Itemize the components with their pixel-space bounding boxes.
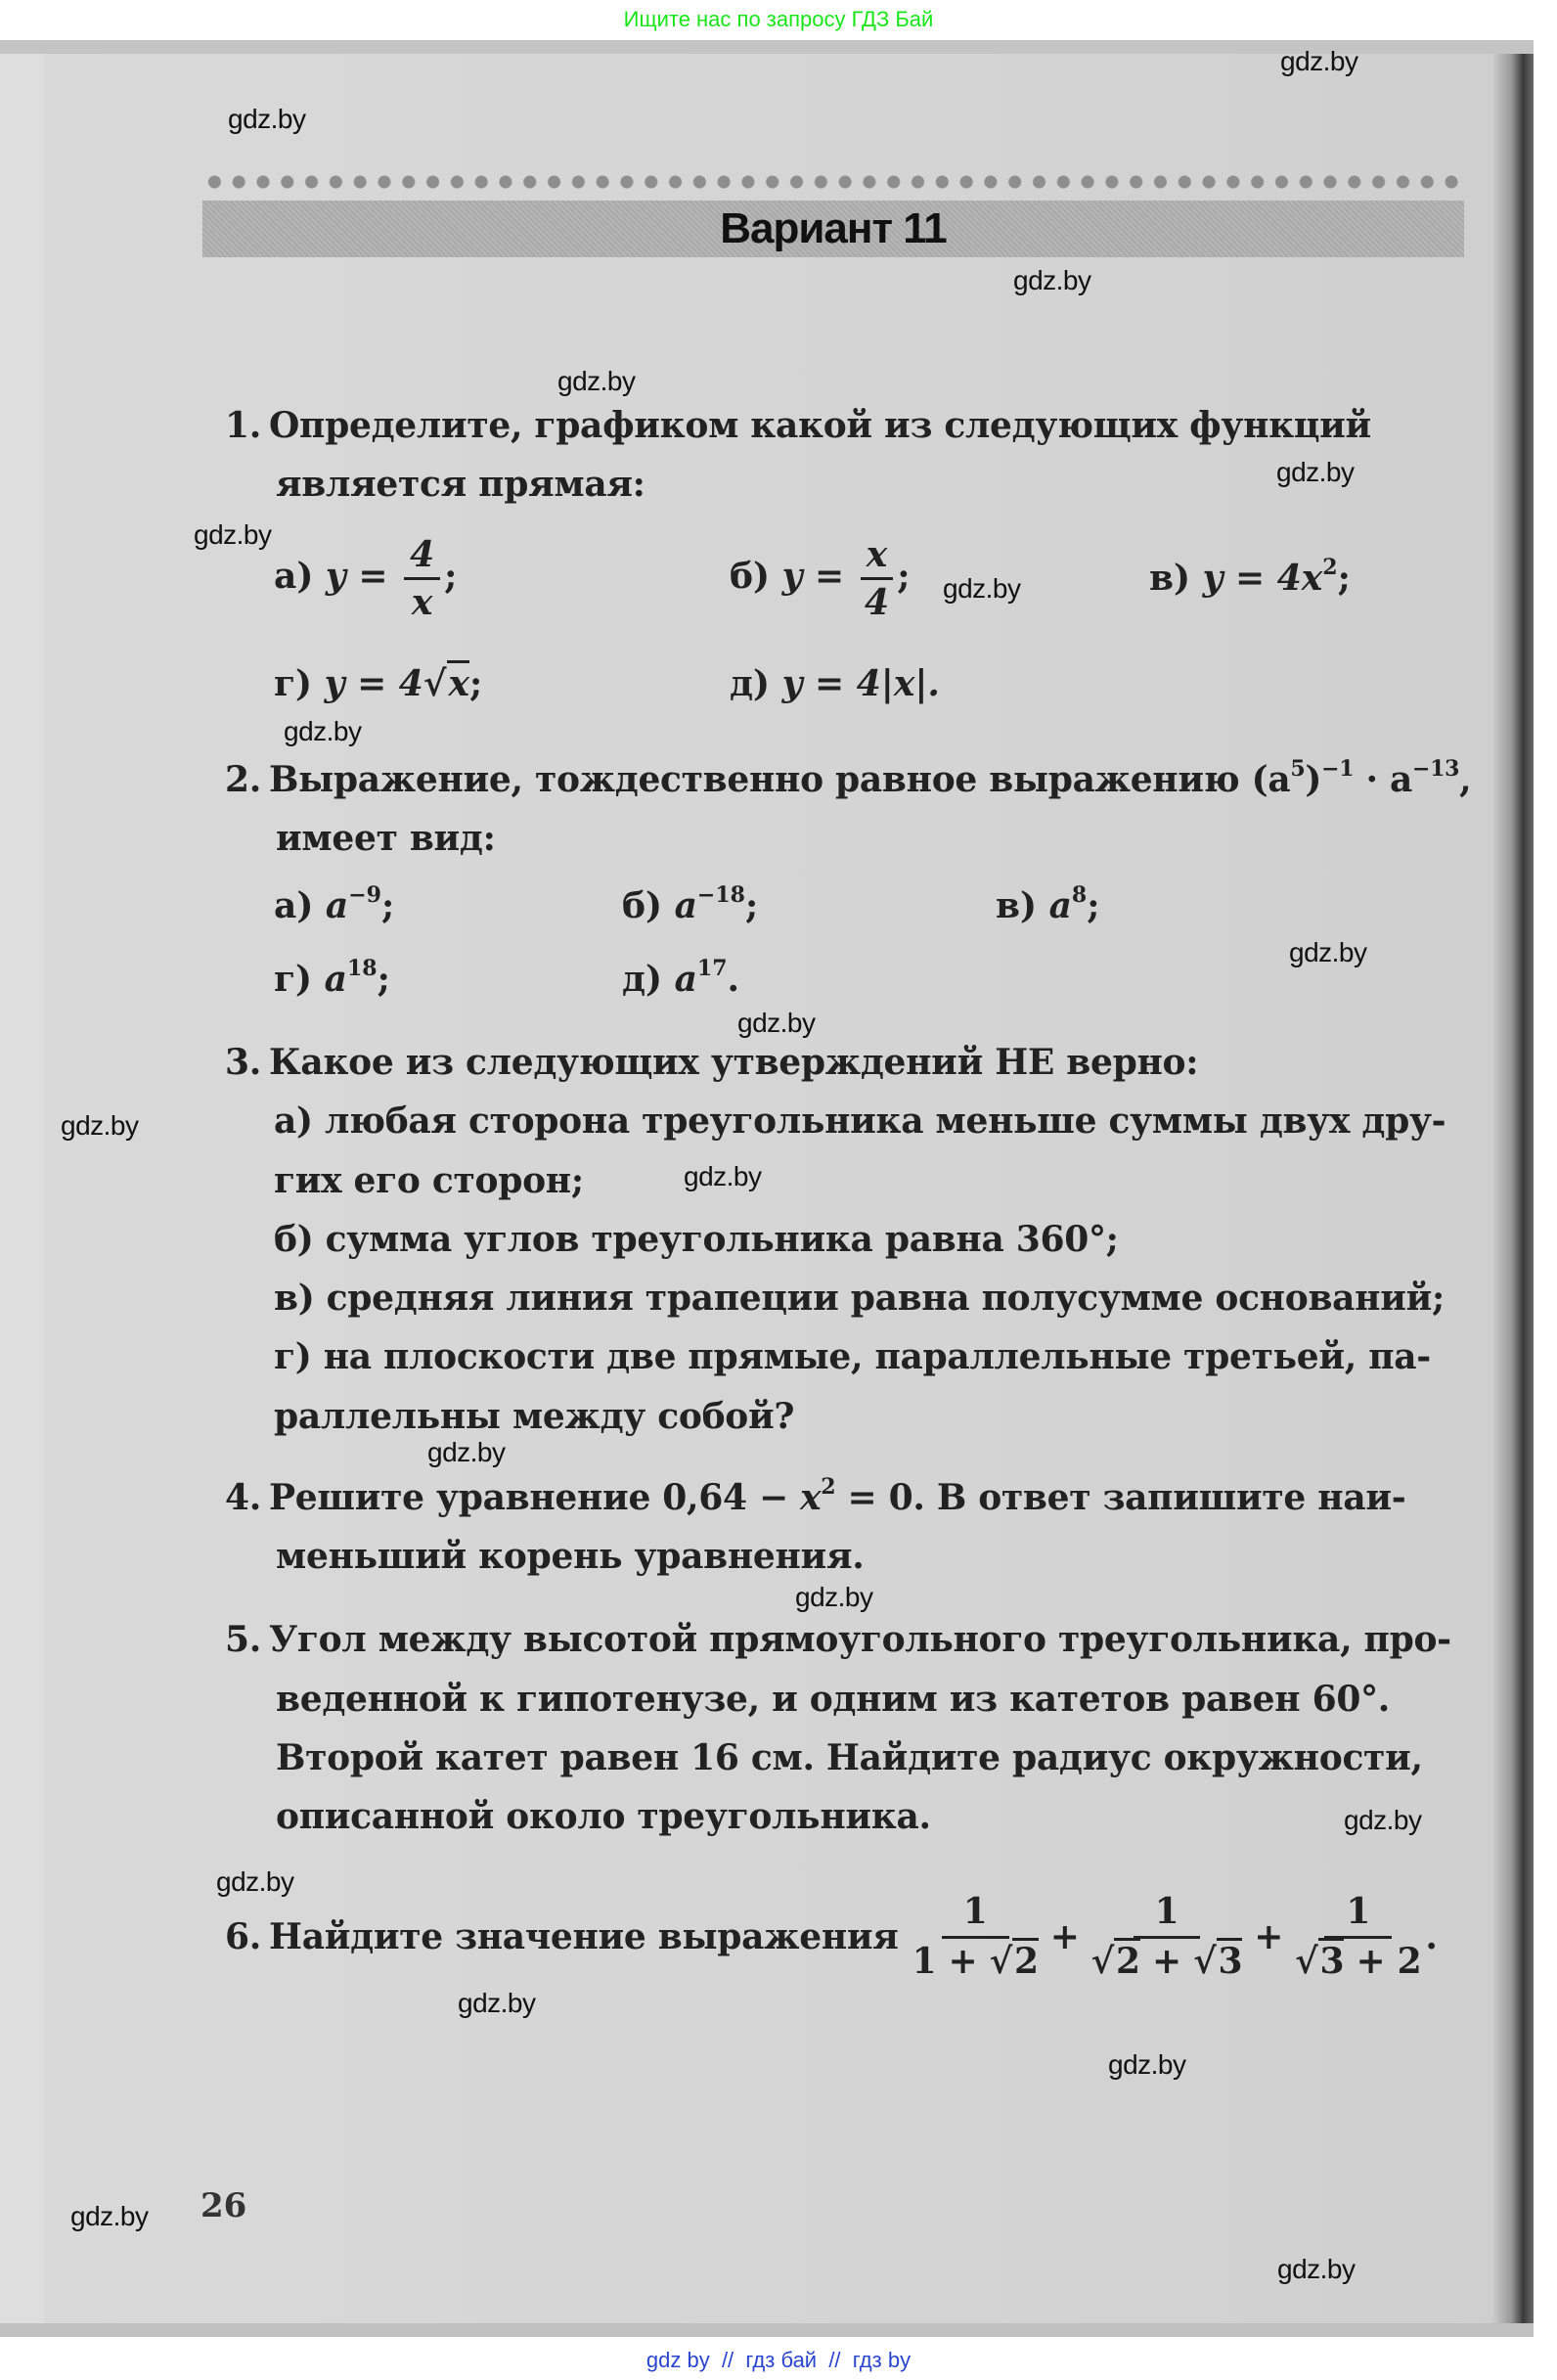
q1-option-b (730, 536, 911, 622)
watermark: gdz.by (1108, 2049, 1186, 2080)
exponent: 8 (1071, 882, 1088, 908)
question-5-line-1 (225, 1619, 1451, 1660)
watermark: gdz.by (737, 1008, 816, 1038)
q1-option-d (274, 663, 482, 704)
question-number: 4. (225, 1477, 261, 1518)
watermark: gdz.by (61, 1110, 139, 1141)
exponent: 2 (1322, 555, 1338, 580)
option-label: а) (274, 885, 314, 926)
radical-icon: √ (1090, 1940, 1115, 1982)
punct: ; (744, 885, 759, 926)
punct: ; (1337, 558, 1351, 599)
option-label: д) (622, 959, 663, 1000)
base: a (1048, 885, 1072, 926)
option-label: д) (730, 663, 771, 704)
exponent: −1 (1321, 756, 1355, 782)
var-y: y (781, 556, 803, 598)
radical-icon: √ (1193, 1940, 1217, 1982)
numerator: 1 (1324, 1893, 1392, 1939)
equals: = (802, 556, 857, 598)
equals: = (345, 556, 401, 598)
var-y: y (325, 556, 346, 598)
exponent: 17 (696, 956, 728, 981)
base: a (674, 885, 697, 926)
denominator (1295, 1939, 1421, 1982)
q2-option-c (996, 882, 1100, 926)
question-text: имеет вид: (276, 818, 496, 859)
watermark: gdz.by (228, 104, 306, 134)
question-number: 5. (225, 1619, 261, 1660)
question-2-line-2 (276, 818, 496, 859)
option-label: б) (730, 556, 771, 598)
numerator: 1 (942, 1893, 1009, 1939)
top-banner-text[interactable]: Ищите нас по запросу ГДЗ Бай (623, 7, 934, 31)
radical-icon: √ (989, 1940, 1013, 1982)
exponent: −13 (1412, 756, 1460, 782)
watermark: gdz.by (427, 1437, 506, 1467)
question-5-line-2: веденной к гипотенузе, и одним из катетов равен 60°. (276, 1679, 1391, 1720)
question-number: 2. (225, 759, 261, 800)
q3-option-line: г) на плоскости две прямые, параллельные третьей, па- (274, 1336, 1431, 1377)
exponent: −9 (348, 882, 381, 908)
punct: ; (380, 885, 395, 926)
fraction (404, 536, 440, 622)
expression: y = 4|x|. (781, 663, 940, 704)
option-label: в) (1149, 558, 1191, 599)
base: a (324, 959, 347, 1000)
fraction (861, 536, 893, 622)
radicand: 2 (1114, 1938, 1140, 1982)
radicand: 2 (1012, 1938, 1039, 1982)
denominator: x (411, 581, 433, 623)
footer[interactable] (0, 2340, 1557, 2380)
watermark: gdz.by (284, 716, 362, 746)
q3-option-line: б) сумма углов треугольника равна 360°; (274, 1219, 1119, 1260)
question-3-line-1 (225, 1042, 1198, 1083)
watermark: gdz.by (557, 366, 636, 396)
punct: , (1459, 759, 1472, 800)
base: a (325, 885, 349, 926)
page-title: Вариант 11 (720, 204, 947, 252)
product: · a (1354, 759, 1412, 800)
numerator: 4 (404, 536, 440, 580)
question-number: 6. (225, 1916, 261, 1958)
denominator (912, 1939, 1039, 1982)
page-number: 26 (200, 2186, 247, 2225)
punct: ; (468, 663, 483, 704)
fraction-2 (1091, 1893, 1243, 1981)
radical-icon: √ (1295, 1940, 1318, 1982)
question-text: = 0. В ответ запишите наи- (835, 1477, 1406, 1518)
question-text: Выражение, тождественно равное выражению (a (268, 759, 1291, 800)
punct: ; (444, 556, 458, 598)
q2-option-a (274, 882, 395, 926)
question-text: Определите, графиком какой из следующих функций (268, 405, 1371, 446)
q2-option-d (274, 956, 390, 1000)
numerator: 1 (1134, 1893, 1201, 1939)
option-label: г) (274, 663, 313, 704)
watermark: gdz.by (795, 1582, 873, 1612)
fraction-1 (912, 1893, 1039, 1981)
footer-links[interactable]: gdz by // гдз бай // гдз by (645, 2347, 912, 2372)
watermark: gdz.by (1276, 457, 1355, 487)
q2-option-e (622, 956, 740, 1000)
exponent: −18 (696, 882, 745, 908)
watermark: gdz.by (684, 1161, 762, 1191)
denominator (1091, 1939, 1243, 1982)
punct: ; (377, 959, 390, 1000)
radicand: x (447, 660, 469, 704)
question-text: Решите уравнение 0,64 − (268, 1477, 801, 1518)
watermark: gdz.by (1013, 265, 1091, 295)
question-text: является прямая: (276, 464, 645, 505)
q3-option-line: раллельны между собой? (274, 1396, 795, 1437)
base: a (674, 959, 697, 1000)
option-label: г) (274, 959, 313, 1000)
radicand: 3 (1318, 1938, 1345, 1982)
radicand: 3 (1217, 1938, 1243, 1982)
question-1-line-1 (225, 405, 1371, 446)
watermark: gdz.by (70, 2201, 149, 2231)
question-2-line-1 (225, 756, 1472, 800)
exponent: 5 (1290, 756, 1306, 782)
expression: y = 4 (324, 663, 423, 704)
question-text: Найдите значение выражения (268, 1916, 899, 1958)
den-part: + 2 (1344, 1940, 1422, 1982)
watermark: gdz.by (216, 1866, 294, 1897)
q1-option-c (1149, 555, 1351, 599)
q1-option-a (274, 536, 457, 622)
expression: y = 4x (1202, 558, 1323, 599)
radical-icon: √ (423, 663, 447, 704)
plus-sign: + (1049, 1916, 1080, 1958)
den-part: 1 + (912, 1940, 990, 1982)
exponent: 18 (346, 956, 378, 981)
watermark: gdz.by (1344, 1805, 1422, 1835)
denominator: 4 (864, 581, 890, 623)
punct: ; (1087, 885, 1100, 926)
watermark: gdz.by (194, 519, 272, 550)
watermark: gdz.by (1289, 937, 1367, 967)
den-part: + (1139, 1940, 1194, 1982)
plus-sign: + (1254, 1916, 1284, 1958)
punct: . (1425, 1916, 1438, 1958)
watermark: gdz.by (943, 573, 1021, 604)
exponent: 2 (821, 1474, 836, 1500)
question-1-line-2 (276, 464, 645, 505)
question-5-line-3: Второй катет равен 16 см. Найдите радиус окружности, (276, 1737, 1423, 1778)
question-number: 3. (225, 1042, 261, 1083)
option-label: б) (622, 885, 663, 926)
punct: ; (897, 556, 911, 598)
watermark: gdz.by (1277, 2254, 1356, 2284)
var-x: x (800, 1477, 822, 1518)
question-number: 1. (225, 405, 261, 446)
question-5-line-4: описанной около треугольника. (276, 1796, 931, 1837)
q2-option-b (622, 882, 759, 926)
q1-option-e (730, 663, 940, 704)
q3-option-line: гих его сторон; (274, 1160, 584, 1201)
punct: . (727, 959, 740, 1000)
question-6 (225, 1893, 1438, 1981)
question-text: Какое из следующих утверждений НЕ верно: (268, 1042, 1199, 1083)
option-label: а) (274, 556, 314, 598)
option-label: в) (996, 885, 1038, 926)
question-4-line-1 (225, 1474, 1406, 1518)
question-4-line-2: меньший корень уравнения. (276, 1536, 865, 1577)
fraction-3 (1295, 1893, 1421, 1981)
q3-option-line: в) средняя линия трапеции равна полусумме оснований; (274, 1278, 1446, 1319)
paren: ) (1305, 759, 1322, 800)
watermark: gdz.by (458, 1988, 536, 2018)
watermark: gdz.by (1280, 46, 1358, 76)
question-text: Угол между высотой прямоугольного треугольника, про- (268, 1619, 1451, 1660)
q3-option-line: а) любая сторона треугольника меньше суммы двух дру- (274, 1100, 1446, 1142)
numerator: x (861, 536, 893, 580)
